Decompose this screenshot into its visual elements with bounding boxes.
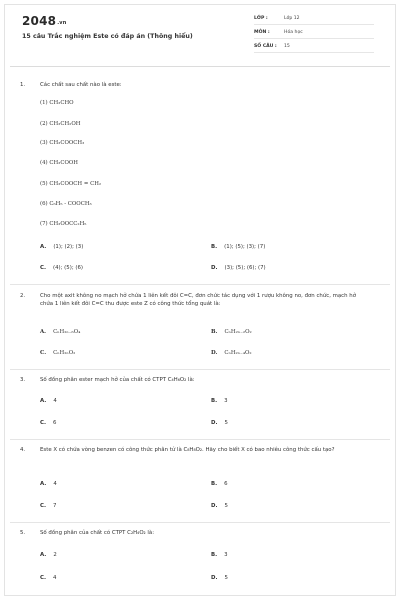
option-text: 5 <box>224 420 228 426</box>
option-label: D. <box>211 575 218 581</box>
option-text: 3 <box>224 398 228 404</box>
option-label: A. <box>40 329 47 335</box>
answer-option-d[interactable] <box>211 265 266 271</box>
option-label: C. <box>40 575 47 581</box>
answer-option-d[interactable] <box>211 350 252 356</box>
answer-option-b[interactable] <box>211 329 252 335</box>
option-label: A. <box>40 398 47 404</box>
meta-value: Lớp 12 <box>284 16 300 21</box>
meta-row-count <box>254 42 374 53</box>
question-divider <box>10 439 390 440</box>
option-label: C. <box>40 503 47 509</box>
question-divider <box>10 369 390 370</box>
question-number: 4. <box>20 447 26 453</box>
question-number: 3. <box>20 377 26 383</box>
option-label: A. <box>40 552 47 558</box>
option-text: (1); (2); (3) <box>53 244 84 250</box>
option-label: B. <box>211 481 218 487</box>
answer-option-c[interactable] <box>40 265 83 271</box>
answer-option-a[interactable] <box>40 398 57 404</box>
option-text: CₙH₂ₙ₋₆O₄ <box>53 329 81 335</box>
option-text: 2 <box>53 552 57 558</box>
option-text: (3); (5); (6); (7) <box>224 265 266 271</box>
answer-option-b[interactable] <box>211 552 228 558</box>
answer-option-c[interactable] <box>40 350 75 356</box>
page-title: 15 câu Trắc nghiệm Este có đáp án (Thông hiểu) <box>22 33 193 40</box>
option-label: D. <box>211 350 218 356</box>
option-label: B. <box>211 398 218 404</box>
list-item: (3) CH₃COOCH₃ <box>40 140 85 146</box>
answer-option-a[interactable] <box>40 552 57 558</box>
option-label: D. <box>211 420 218 426</box>
answer-option-b[interactable] <box>211 244 265 250</box>
list-item: (5) CH₃COOCH = CH₂ <box>40 181 102 187</box>
question-number: 5. <box>20 530 26 536</box>
option-text: CₙH₂ₙO₂ <box>53 350 76 356</box>
option-text: CₙH₂ₙ₋₂O₂ <box>224 329 252 335</box>
option-label: D. <box>211 503 218 509</box>
meta-row-class <box>254 14 374 25</box>
logo-text: 2048 <box>22 14 57 28</box>
option-label: C. <box>40 265 47 271</box>
option-text: CₙH₂ₙ₋₄O₂ <box>224 350 252 356</box>
option-label: D. <box>211 265 218 271</box>
option-label: A. <box>40 244 47 250</box>
option-text: 5 <box>224 503 228 509</box>
meta-key: SỐ CÂU : <box>254 44 277 49</box>
list-item: (2) CH₃CH₂OH <box>40 121 81 127</box>
answer-option-c[interactable] <box>40 503 56 509</box>
question-text: Số đồng phân ester mạch hở của chất có CTPT C₄H₆O₂ là: <box>40 377 195 383</box>
list-item: (6) C₆H₅ - COOCH₃ <box>40 201 92 207</box>
answer-option-a[interactable] <box>40 481 57 487</box>
option-text: (1); (5); (3); (7) <box>224 244 266 250</box>
meta-value: 15 <box>284 44 290 49</box>
list-item: (7) CH₃OOCC₂H₅ <box>40 221 87 227</box>
answer-option-a[interactable] <box>40 244 83 250</box>
question-text: Este X có chứa vòng benzen có công thức phân tử là C₈H₈O₂. Hãy cho biết X có bao nhiêu công thức cấu tạo? <box>40 447 335 453</box>
option-label: A. <box>40 481 47 487</box>
option-text: 5 <box>224 575 228 581</box>
answer-option-b[interactable] <box>211 398 228 404</box>
option-text: 3 <box>224 552 228 558</box>
answer-option-d[interactable] <box>211 420 228 426</box>
answer-option-a[interactable] <box>40 329 80 335</box>
question-text: Cho một axit không no mạch hở chứa 1 liên kết đôi C=C, đơn chức tác dụng với 1 rượu không no, đơn chức, mạch hở chứa 1 liên kết đôi C=C thu được este Z có công thức tổng quát là: <box>40 293 356 308</box>
option-label: C. <box>40 420 47 426</box>
answer-option-c[interactable] <box>40 420 56 426</box>
question-number: 1. <box>20 82 26 88</box>
list-item: (4) CH₃COOH <box>40 160 79 166</box>
question-divider <box>10 284 390 285</box>
option-label: C. <box>40 350 47 356</box>
answer-option-b[interactable] <box>211 481 228 487</box>
meta-value: Hóa học <box>284 30 303 35</box>
option-text: 4 <box>53 398 57 404</box>
option-text: 4 <box>53 481 57 487</box>
meta-key: LỚP : <box>254 16 268 21</box>
option-text: 6 <box>53 420 57 426</box>
site-logo[interactable] <box>22 14 67 28</box>
meta-key: MÔN : <box>254 30 270 35</box>
answer-option-c[interactable] <box>40 575 56 581</box>
option-text: 7 <box>53 503 57 509</box>
meta-row-subject <box>254 28 374 39</box>
question-number: 2. <box>20 293 26 299</box>
option-text: (4); (5); (6) <box>53 265 83 271</box>
option-label: B. <box>211 329 218 335</box>
header-divider <box>10 66 390 67</box>
option-label: B. <box>211 552 218 558</box>
question-text: Các chất sau chất nào là este: <box>40 82 122 88</box>
logo-suffix: .vn <box>57 20 67 26</box>
option-label: B. <box>211 244 218 250</box>
option-text: 6 <box>224 481 228 487</box>
list-item: (1) CH₃CHO <box>40 100 74 106</box>
option-text: 4 <box>53 575 57 581</box>
answer-option-d[interactable] <box>211 503 228 509</box>
question-text: Số đồng phân của chất có CTPT C₂H₄O₂ là: <box>40 530 155 536</box>
answer-option-d[interactable] <box>211 575 228 581</box>
question-divider <box>10 522 390 523</box>
